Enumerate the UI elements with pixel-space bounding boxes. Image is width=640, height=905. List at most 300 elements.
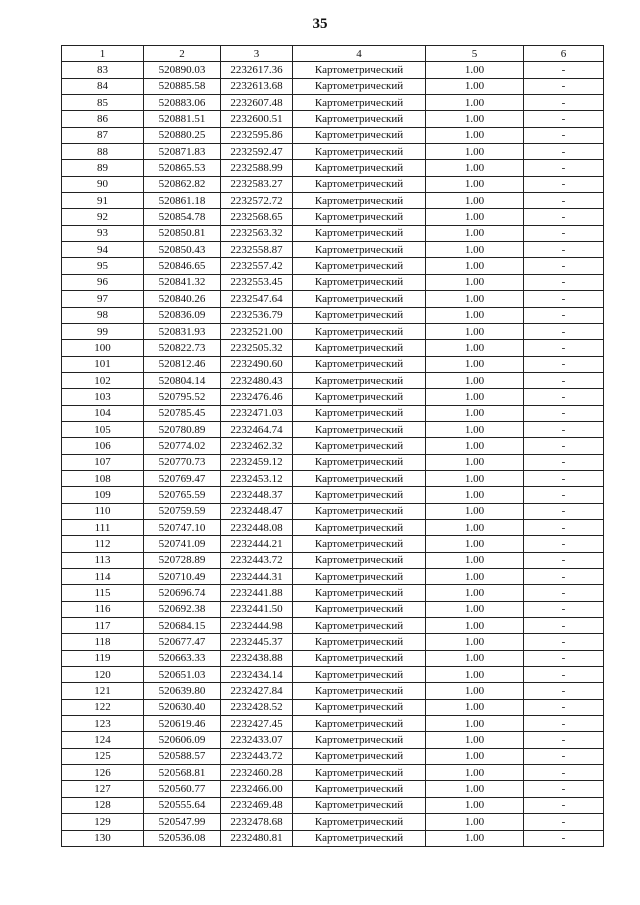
y-coordinate-cell: 2232464.74	[221, 421, 293, 437]
note-cell: -	[524, 732, 604, 748]
note-cell: -	[524, 144, 604, 160]
y-coordinate-cell: 2232448.47	[221, 503, 293, 519]
accuracy-cell: 1.00	[426, 716, 524, 732]
note-cell: -	[524, 225, 604, 241]
table-row	[62, 405, 604, 421]
accuracy-cell: 1.00	[426, 438, 524, 454]
table-row	[62, 127, 604, 143]
point-number-cell: 93	[62, 225, 144, 241]
x-coordinate-cell: 520619.46	[144, 716, 221, 732]
point-number-cell: 88	[62, 144, 144, 160]
note-cell: -	[524, 667, 604, 683]
x-coordinate-cell: 520747.10	[144, 519, 221, 535]
y-coordinate-cell: 2232427.84	[221, 683, 293, 699]
x-coordinate-cell: 520606.09	[144, 732, 221, 748]
method-cell: Картометрический	[293, 699, 426, 715]
method-cell: Картометрический	[293, 732, 426, 748]
point-number-cell: 113	[62, 552, 144, 568]
point-number-cell: 85	[62, 95, 144, 111]
x-coordinate-cell: 520780.89	[144, 421, 221, 437]
y-coordinate-cell: 2232471.03	[221, 405, 293, 421]
x-coordinate-cell: 520663.33	[144, 650, 221, 666]
x-coordinate-cell: 520841.32	[144, 274, 221, 290]
table-row	[62, 519, 604, 535]
method-cell: Картометрический	[293, 470, 426, 486]
y-coordinate-cell: 2232438.88	[221, 650, 293, 666]
table-row	[62, 830, 604, 846]
point-number-cell: 129	[62, 814, 144, 830]
accuracy-cell: 1.00	[426, 618, 524, 634]
point-number-cell: 120	[62, 667, 144, 683]
note-cell: -	[524, 127, 604, 143]
x-coordinate-cell: 520883.06	[144, 95, 221, 111]
x-coordinate-cell: 520822.73	[144, 340, 221, 356]
method-cell: Картометрический	[293, 78, 426, 94]
accuracy-cell: 1.00	[426, 830, 524, 846]
note-cell: -	[524, 291, 604, 307]
point-number-cell: 84	[62, 78, 144, 94]
method-cell: Картометрический	[293, 389, 426, 405]
point-number-cell: 116	[62, 601, 144, 617]
table-row	[62, 78, 604, 94]
table-row	[62, 650, 604, 666]
x-coordinate-cell: 520865.53	[144, 160, 221, 176]
table-row	[62, 667, 604, 683]
method-cell: Картометрический	[293, 797, 426, 813]
accuracy-cell: 1.00	[426, 258, 524, 274]
method-cell: Картометрический	[293, 258, 426, 274]
accuracy-cell: 1.00	[426, 797, 524, 813]
x-coordinate-cell: 520741.09	[144, 536, 221, 552]
y-coordinate-cell: 2232444.21	[221, 536, 293, 552]
x-coordinate-cell: 520795.52	[144, 389, 221, 405]
point-number-cell: 86	[62, 111, 144, 127]
table-row	[62, 340, 604, 356]
note-cell: -	[524, 454, 604, 470]
point-number-cell: 114	[62, 569, 144, 585]
note-cell: -	[524, 95, 604, 111]
table-row	[62, 634, 604, 650]
accuracy-cell: 1.00	[426, 552, 524, 568]
column-header: 4	[293, 46, 426, 62]
note-cell: -	[524, 536, 604, 552]
table-row	[62, 62, 604, 78]
method-cell: Картометрический	[293, 487, 426, 503]
x-coordinate-cell: 520850.81	[144, 225, 221, 241]
accuracy-cell: 1.00	[426, 699, 524, 715]
table-row	[62, 748, 604, 764]
method-cell: Картометрический	[293, 323, 426, 339]
point-number-cell: 104	[62, 405, 144, 421]
y-coordinate-cell: 2232536.79	[221, 307, 293, 323]
accuracy-cell: 1.00	[426, 454, 524, 470]
table-row	[62, 601, 604, 617]
x-coordinate-cell: 520885.58	[144, 78, 221, 94]
note-cell: -	[524, 601, 604, 617]
point-number-cell: 130	[62, 830, 144, 846]
note-cell: -	[524, 830, 604, 846]
table-row	[62, 699, 604, 715]
method-cell: Картометрический	[293, 552, 426, 568]
table-row	[62, 454, 604, 470]
x-coordinate-cell: 520710.49	[144, 569, 221, 585]
table-row	[62, 732, 604, 748]
point-number-cell: 90	[62, 176, 144, 192]
method-cell: Картометрический	[293, 503, 426, 519]
note-cell: -	[524, 585, 604, 601]
y-coordinate-cell: 2232466.00	[221, 781, 293, 797]
x-coordinate-cell: 520880.25	[144, 127, 221, 143]
accuracy-cell: 1.00	[426, 323, 524, 339]
table-row	[62, 438, 604, 454]
note-cell: -	[524, 814, 604, 830]
method-cell: Картометрический	[293, 372, 426, 388]
table-row	[62, 585, 604, 601]
table-row	[62, 716, 604, 732]
point-number-cell: 99	[62, 323, 144, 339]
method-cell: Картометрический	[293, 585, 426, 601]
y-coordinate-cell: 2232448.08	[221, 519, 293, 535]
point-number-cell: 102	[62, 372, 144, 388]
note-cell: -	[524, 765, 604, 781]
point-number-cell: 124	[62, 732, 144, 748]
point-number-cell: 107	[62, 454, 144, 470]
note-cell: -	[524, 111, 604, 127]
table-row	[62, 683, 604, 699]
note-cell: -	[524, 699, 604, 715]
x-coordinate-cell: 520684.15	[144, 618, 221, 634]
y-coordinate-cell: 2232469.48	[221, 797, 293, 813]
x-coordinate-cell: 520677.47	[144, 634, 221, 650]
note-cell: -	[524, 160, 604, 176]
method-cell: Картометрический	[293, 519, 426, 535]
point-number-cell: 105	[62, 421, 144, 437]
point-number-cell: 97	[62, 291, 144, 307]
x-coordinate-cell: 520759.59	[144, 503, 221, 519]
point-number-cell: 123	[62, 716, 144, 732]
point-number-cell: 109	[62, 487, 144, 503]
y-coordinate-cell: 2232448.37	[221, 487, 293, 503]
x-coordinate-cell: 520881.51	[144, 111, 221, 127]
method-cell: Картометрический	[293, 193, 426, 209]
point-number-cell: 100	[62, 340, 144, 356]
x-coordinate-cell: 520871.83	[144, 144, 221, 160]
note-cell: -	[524, 405, 604, 421]
note-cell: -	[524, 618, 604, 634]
x-coordinate-cell: 520630.40	[144, 699, 221, 715]
accuracy-cell: 1.00	[426, 62, 524, 78]
method-cell: Картометрический	[293, 716, 426, 732]
accuracy-cell: 1.00	[426, 748, 524, 764]
accuracy-cell: 1.00	[426, 421, 524, 437]
accuracy-cell: 1.00	[426, 176, 524, 192]
note-cell: -	[524, 209, 604, 225]
point-number-cell: 128	[62, 797, 144, 813]
table-row	[62, 144, 604, 160]
coordinates-table	[61, 45, 604, 847]
x-coordinate-cell: 520728.89	[144, 552, 221, 568]
y-coordinate-cell: 2232592.47	[221, 144, 293, 160]
point-number-cell: 96	[62, 274, 144, 290]
y-coordinate-cell: 2232444.98	[221, 618, 293, 634]
method-cell: Картометрический	[293, 748, 426, 764]
note-cell: -	[524, 552, 604, 568]
note-cell: -	[524, 78, 604, 94]
x-coordinate-cell: 520769.47	[144, 470, 221, 486]
table-row	[62, 160, 604, 176]
note-cell: -	[524, 421, 604, 437]
table-body	[62, 62, 604, 847]
x-coordinate-cell: 520696.74	[144, 585, 221, 601]
point-number-cell: 108	[62, 470, 144, 486]
note-cell: -	[524, 748, 604, 764]
point-number-cell: 127	[62, 781, 144, 797]
table-row	[62, 781, 604, 797]
method-cell: Картометрический	[293, 438, 426, 454]
method-cell: Картометрический	[293, 634, 426, 650]
note-cell: -	[524, 372, 604, 388]
point-number-cell: 112	[62, 536, 144, 552]
table-row	[62, 176, 604, 192]
note-cell: -	[524, 307, 604, 323]
x-coordinate-cell: 520588.57	[144, 748, 221, 764]
method-cell: Картометрический	[293, 421, 426, 437]
note-cell: -	[524, 356, 604, 372]
accuracy-cell: 1.00	[426, 650, 524, 666]
note-cell: -	[524, 470, 604, 486]
accuracy-cell: 1.00	[426, 765, 524, 781]
note-cell: -	[524, 519, 604, 535]
note-cell: -	[524, 634, 604, 650]
y-coordinate-cell: 2232428.52	[221, 699, 293, 715]
point-number-cell: 89	[62, 160, 144, 176]
accuracy-cell: 1.00	[426, 291, 524, 307]
y-coordinate-cell: 2232480.43	[221, 372, 293, 388]
method-cell: Картометрический	[293, 667, 426, 683]
x-coordinate-cell: 520770.73	[144, 454, 221, 470]
y-coordinate-cell: 2232443.72	[221, 748, 293, 764]
x-coordinate-cell: 520804.14	[144, 372, 221, 388]
table-row	[62, 274, 604, 290]
note-cell: -	[524, 716, 604, 732]
accuracy-cell: 1.00	[426, 78, 524, 94]
accuracy-cell: 1.00	[426, 503, 524, 519]
point-number-cell: 101	[62, 356, 144, 372]
accuracy-cell: 1.00	[426, 127, 524, 143]
x-coordinate-cell: 520785.45	[144, 405, 221, 421]
accuracy-cell: 1.00	[426, 356, 524, 372]
point-number-cell: 122	[62, 699, 144, 715]
x-coordinate-cell: 520840.26	[144, 291, 221, 307]
accuracy-cell: 1.00	[426, 274, 524, 290]
method-cell: Картометрический	[293, 601, 426, 617]
y-coordinate-cell: 2232453.12	[221, 470, 293, 486]
column-header: 3	[221, 46, 293, 62]
note-cell: -	[524, 340, 604, 356]
point-number-cell: 87	[62, 127, 144, 143]
method-cell: Картометрический	[293, 307, 426, 323]
method-cell: Картометрический	[293, 814, 426, 830]
x-coordinate-cell: 520846.65	[144, 258, 221, 274]
note-cell: -	[524, 176, 604, 192]
accuracy-cell: 1.00	[426, 209, 524, 225]
x-coordinate-cell: 520862.82	[144, 176, 221, 192]
point-number-cell: 121	[62, 683, 144, 699]
method-cell: Картометрический	[293, 209, 426, 225]
x-coordinate-cell: 520765.59	[144, 487, 221, 503]
point-number-cell: 125	[62, 748, 144, 764]
method-cell: Картометрический	[293, 405, 426, 421]
note-cell: -	[524, 274, 604, 290]
column-header: 6	[524, 46, 604, 62]
accuracy-cell: 1.00	[426, 111, 524, 127]
accuracy-cell: 1.00	[426, 601, 524, 617]
point-number-cell: 92	[62, 209, 144, 225]
point-number-cell: 110	[62, 503, 144, 519]
y-coordinate-cell: 2232595.86	[221, 127, 293, 143]
table-row	[62, 372, 604, 388]
y-coordinate-cell: 2232563.32	[221, 225, 293, 241]
y-coordinate-cell: 2232459.12	[221, 454, 293, 470]
note-cell: -	[524, 650, 604, 666]
point-number-cell: 94	[62, 242, 144, 258]
y-coordinate-cell: 2232441.88	[221, 585, 293, 601]
y-coordinate-cell: 2232445.37	[221, 634, 293, 650]
method-cell: Картометрический	[293, 340, 426, 356]
accuracy-cell: 1.00	[426, 144, 524, 160]
y-coordinate-cell: 2232434.14	[221, 667, 293, 683]
y-coordinate-cell: 2232444.31	[221, 569, 293, 585]
method-cell: Картометрический	[293, 127, 426, 143]
note-cell: -	[524, 258, 604, 274]
point-number-cell: 103	[62, 389, 144, 405]
table-row	[62, 291, 604, 307]
point-number-cell: 111	[62, 519, 144, 535]
point-number-cell: 83	[62, 62, 144, 78]
y-coordinate-cell: 2232478.68	[221, 814, 293, 830]
x-coordinate-cell: 520568.81	[144, 765, 221, 781]
table-row	[62, 258, 604, 274]
y-coordinate-cell: 2232558.87	[221, 242, 293, 258]
column-header: 5	[426, 46, 524, 62]
accuracy-cell: 1.00	[426, 95, 524, 111]
accuracy-cell: 1.00	[426, 193, 524, 209]
method-cell: Картометрический	[293, 111, 426, 127]
table-row	[62, 111, 604, 127]
point-number-cell: 98	[62, 307, 144, 323]
note-cell: -	[524, 487, 604, 503]
note-cell: -	[524, 503, 604, 519]
note-cell: -	[524, 242, 604, 258]
accuracy-cell: 1.00	[426, 160, 524, 176]
table-row	[62, 569, 604, 585]
table-row	[62, 503, 604, 519]
point-number-cell: 95	[62, 258, 144, 274]
method-cell: Картометрический	[293, 765, 426, 781]
note-cell: -	[524, 797, 604, 813]
method-cell: Картометрический	[293, 781, 426, 797]
y-coordinate-cell: 2232553.45	[221, 274, 293, 290]
method-cell: Картометрический	[293, 242, 426, 258]
y-coordinate-cell: 2232568.65	[221, 209, 293, 225]
accuracy-cell: 1.00	[426, 405, 524, 421]
y-coordinate-cell: 2232462.32	[221, 438, 293, 454]
y-coordinate-cell: 2232443.72	[221, 552, 293, 568]
y-coordinate-cell: 2232505.32	[221, 340, 293, 356]
x-coordinate-cell: 520812.46	[144, 356, 221, 372]
accuracy-cell: 1.00	[426, 585, 524, 601]
accuracy-cell: 1.00	[426, 372, 524, 388]
accuracy-cell: 1.00	[426, 732, 524, 748]
table-row	[62, 797, 604, 813]
y-coordinate-cell: 2232617.36	[221, 62, 293, 78]
table-row	[62, 95, 604, 111]
y-coordinate-cell: 2232583.27	[221, 176, 293, 192]
y-coordinate-cell: 2232427.45	[221, 716, 293, 732]
accuracy-cell: 1.00	[426, 340, 524, 356]
table-row	[62, 552, 604, 568]
y-coordinate-cell: 2232613.68	[221, 78, 293, 94]
point-number-cell: 91	[62, 193, 144, 209]
method-cell: Картометрический	[293, 618, 426, 634]
y-coordinate-cell: 2232600.51	[221, 111, 293, 127]
note-cell: -	[524, 62, 604, 78]
table-row	[62, 487, 604, 503]
y-coordinate-cell: 2232607.48	[221, 95, 293, 111]
y-coordinate-cell: 2232521.00	[221, 323, 293, 339]
y-coordinate-cell: 2232480.81	[221, 830, 293, 846]
table-row	[62, 536, 604, 552]
method-cell: Картометрический	[293, 144, 426, 160]
note-cell: -	[524, 323, 604, 339]
x-coordinate-cell: 520836.09	[144, 307, 221, 323]
accuracy-cell: 1.00	[426, 225, 524, 241]
method-cell: Картометрический	[293, 95, 426, 111]
note-cell: -	[524, 438, 604, 454]
x-coordinate-cell: 520692.38	[144, 601, 221, 617]
y-coordinate-cell: 2232547.64	[221, 291, 293, 307]
table-row	[62, 470, 604, 486]
method-cell: Картометрический	[293, 650, 426, 666]
page-number: 35	[312, 16, 328, 32]
method-cell: Картометрический	[293, 454, 426, 470]
y-coordinate-cell: 2232460.28	[221, 765, 293, 781]
accuracy-cell: 1.00	[426, 389, 524, 405]
note-cell: -	[524, 569, 604, 585]
point-number-cell: 106	[62, 438, 144, 454]
x-coordinate-cell: 520639.80	[144, 683, 221, 699]
method-cell: Картометрический	[293, 830, 426, 846]
y-coordinate-cell: 2232490.60	[221, 356, 293, 372]
accuracy-cell: 1.00	[426, 781, 524, 797]
table-row	[62, 421, 604, 437]
note-cell: -	[524, 389, 604, 405]
method-cell: Картометрический	[293, 62, 426, 78]
x-coordinate-cell: 520651.03	[144, 667, 221, 683]
accuracy-cell: 1.00	[426, 242, 524, 258]
y-coordinate-cell: 2232557.42	[221, 258, 293, 274]
x-coordinate-cell: 520831.93	[144, 323, 221, 339]
y-coordinate-cell: 2232441.50	[221, 601, 293, 617]
x-coordinate-cell: 520850.43	[144, 242, 221, 258]
point-number-cell: 117	[62, 618, 144, 634]
point-number-cell: 119	[62, 650, 144, 666]
y-coordinate-cell: 2232588.99	[221, 160, 293, 176]
table-row	[62, 356, 604, 372]
table-row	[62, 193, 604, 209]
method-cell: Картометрический	[293, 683, 426, 699]
accuracy-cell: 1.00	[426, 307, 524, 323]
